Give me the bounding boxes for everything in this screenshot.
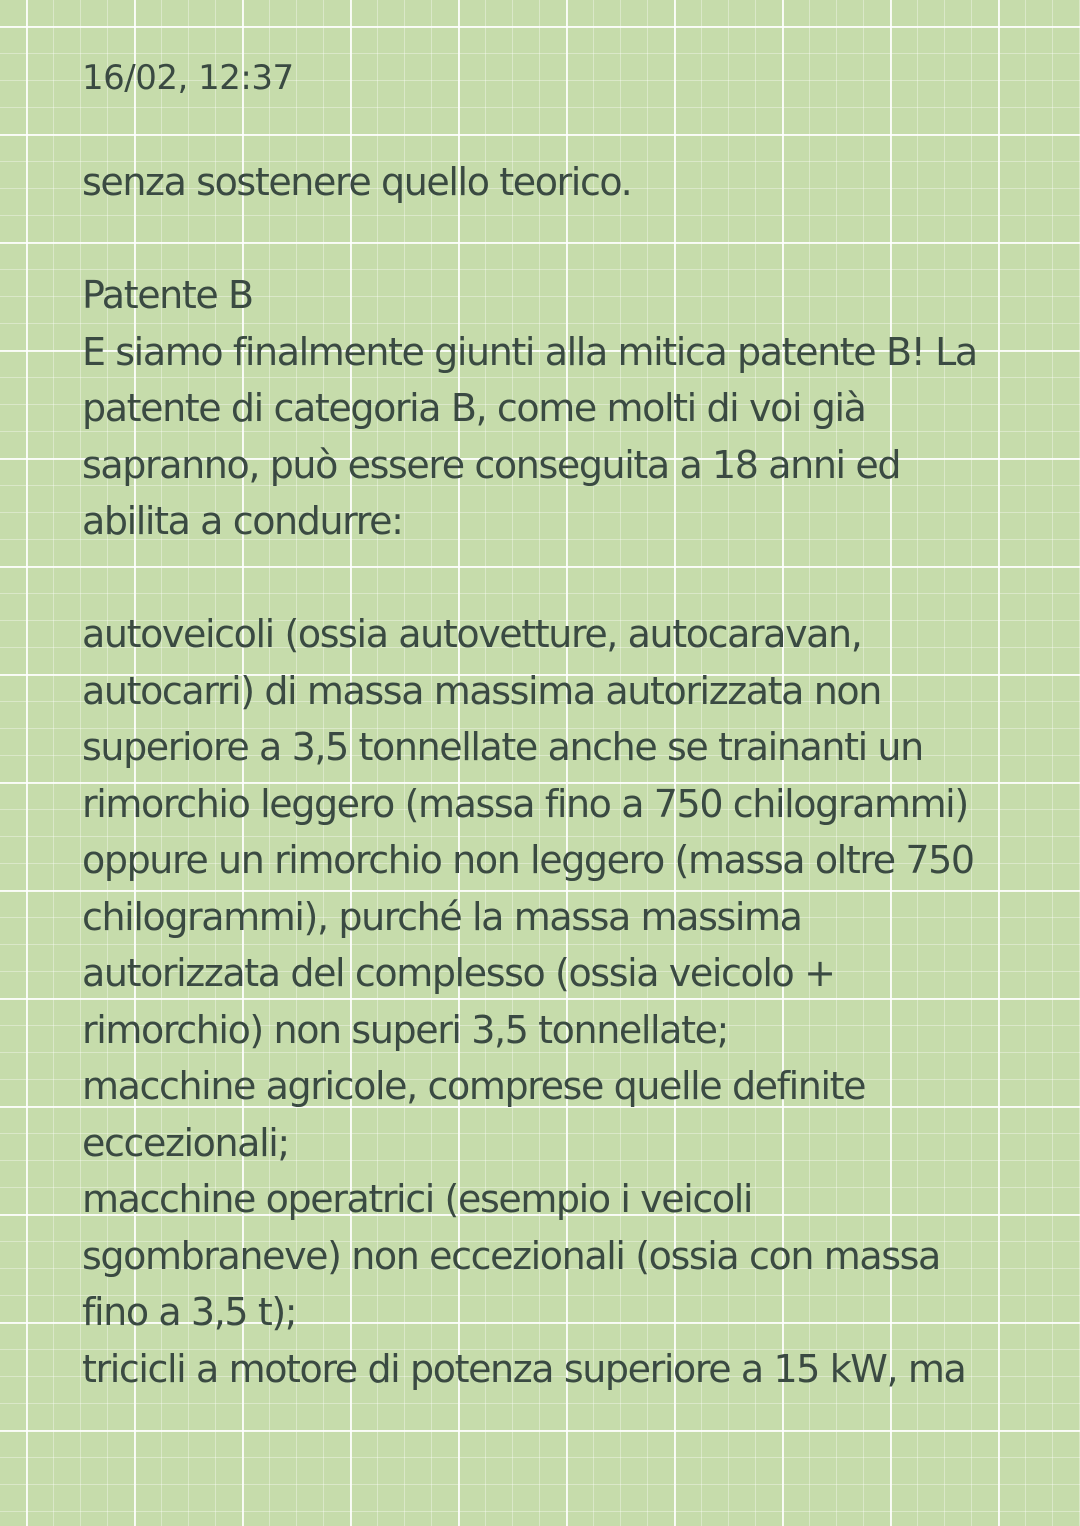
note-line: fino a 3,5 t); — [82, 1290, 297, 1334]
note-line: E siamo finalmente giunti alla mitica patente B! La — [82, 329, 977, 374]
note-line: eccezionali; — [82, 1120, 289, 1165]
note-line: macchine agricole, comprese quelle definite — [82, 1064, 866, 1108]
note-line: patente di categoria B, come molti di voi già — [82, 386, 866, 430]
note-line: abilita a condurre: — [82, 499, 403, 543]
note-line: macchine operatrici (esempio i veicoli — [82, 1177, 753, 1221]
note-line: senza sostenere quello teorico. — [82, 160, 632, 204]
note-line: chilogrammi), purché la massa massima — [82, 894, 802, 939]
note-line: oppure un rimorchio non leggero (massa oltre 750 — [82, 838, 974, 882]
note-line: autoveicoli (ossia autovetture, autocaravan, — [82, 612, 862, 656]
blank-line — [82, 550, 1012, 607]
blank-line — [82, 211, 1012, 268]
note-content — [82, 52, 1012, 1397]
note-line: tricicli a motore di potenza superiore a 15 kW, ma — [82, 1346, 966, 1391]
note-line: superiore a 3,5 tonnellate anche se trainanti un — [82, 725, 923, 769]
note-line: autocarri) di massa massima autorizzata non — [82, 668, 881, 713]
note-timestamp: 16/02, 12:37 — [82, 58, 294, 98]
note-line: sapranno, può essere conseguita a 18 anni ed — [82, 442, 901, 487]
note-line: rimorchio leggero (massa fino a 750 chilogrammi) — [82, 781, 968, 826]
section-heading: Patente B — [82, 273, 253, 317]
note-line: autorizzata del complesso (ossia veicolo + — [82, 951, 835, 995]
note-line: sgombraneve) non eccezionali (ossia con massa — [82, 1233, 940, 1278]
note-line: rimorchio) non superi 3,5 tonnellate; — [82, 1007, 728, 1052]
